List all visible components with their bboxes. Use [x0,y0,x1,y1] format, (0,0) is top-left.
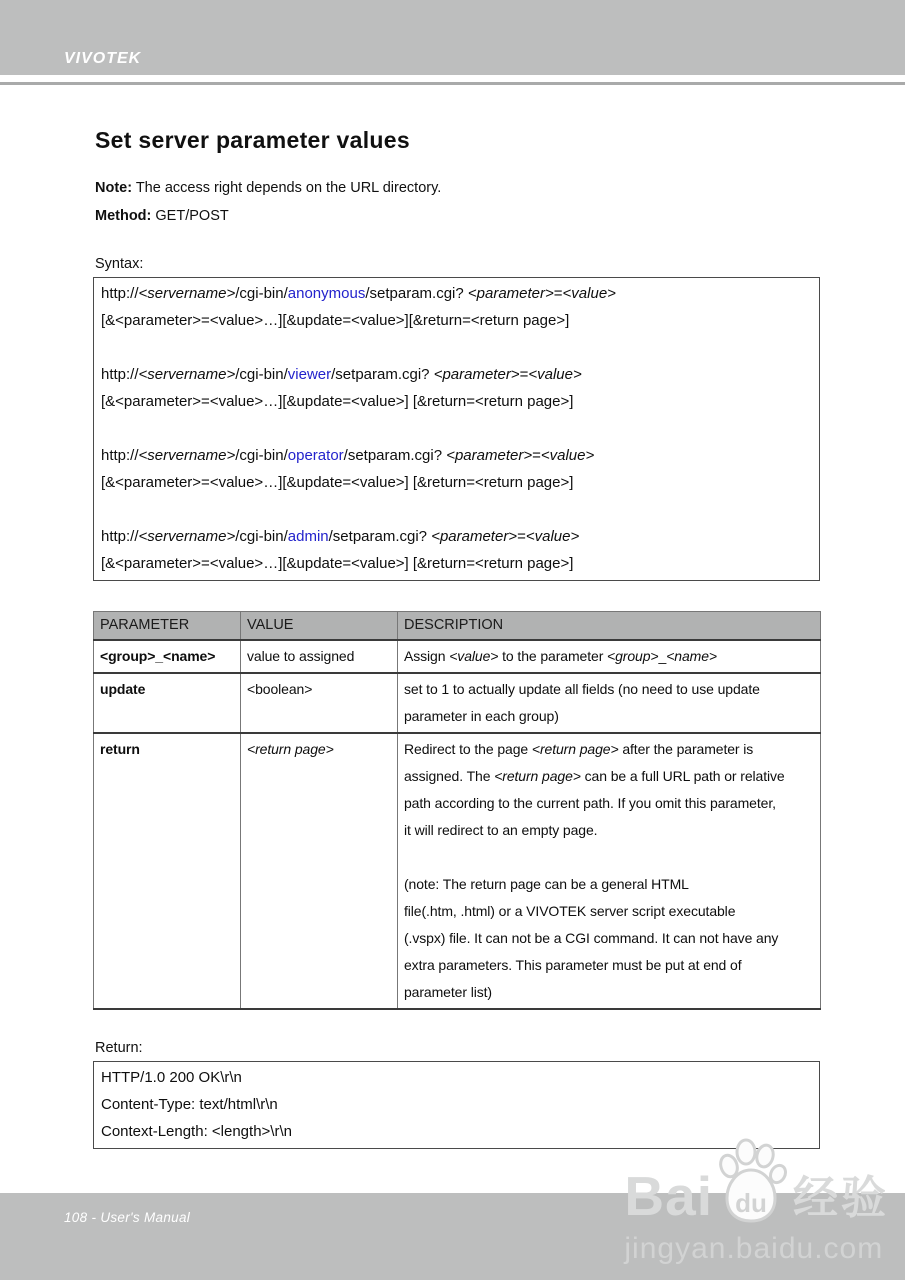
col-header-value: VALUE [241,612,398,641]
return-line: HTTP/1.0 200 OK\r\n [101,1069,242,1086]
header-rule [0,82,905,85]
baidu-watermark [624,1136,889,1266]
return-line: Content-Type: text/html\r\n [101,1096,278,1113]
param-cell: update [94,673,241,733]
value-placeholder: <value> [528,366,582,383]
url-text: = [532,447,541,464]
blank-line [94,415,819,442]
servername-placeholder: <servername> [138,285,236,302]
url-text: /cgi-bin/ [235,447,288,464]
syntax-args-line: [&<parameter>=<value>…][&update=<value>] [&return=<return page>] [101,393,574,410]
url-text: http:// [101,447,139,464]
parameter-table [93,611,821,1010]
anonymous-link[interactable]: anonymous [287,285,366,302]
servername-placeholder: <servername> [138,447,236,464]
note-label: Note: [95,180,133,196]
description-cell: set to 1 to actually update all fields (no need to use update parameter in each group) [398,673,821,733]
value-placeholder: <value> [562,285,616,302]
header-gap [0,75,905,82]
url-text: /cgi-bin/ [235,528,288,545]
url-text: http:// [101,528,139,545]
url-text: = [517,528,526,545]
page-content [0,127,905,1149]
syntax-label: Syntax: [95,256,144,272]
url-text: = [553,285,563,302]
url-text: http:// [101,366,139,383]
viewer-link[interactable]: viewer [287,366,332,383]
table-row [94,673,821,733]
parameter-placeholder: <parameter> [467,285,554,302]
value-cell: <return page> [241,733,398,1009]
page-title: Set server parameter values [95,127,410,153]
value-placeholder: <value> [525,528,580,545]
url-text: /setparam.cgi? [365,285,468,302]
description-cell: Assign <value> to the parameter <group>_<name> [398,640,821,673]
syntax-args-line: [&<parameter>=<value>…][&update=<value>] [&return=<return page>] [101,474,574,491]
syntax-box [93,277,820,581]
value-cell: <boolean> [241,673,398,733]
page-number-label: 108 - User's Manual [64,1210,191,1225]
return-line: Context-Length: <length>\r\n [101,1123,292,1140]
method-text: GET/POST [151,208,229,224]
header-bar [0,0,905,75]
url-text: /cgi-bin/ [235,285,288,302]
servername-placeholder: <servername> [138,366,236,383]
table-row [94,640,821,673]
parameter-placeholder: <parameter> [431,528,518,545]
vivotek-logo: VIVOTEK [64,50,142,67]
blank-line [94,496,819,523]
param-cell: return [94,733,241,1009]
syntax-url-line [94,523,819,550]
syntax-url-line [94,280,819,307]
baidu-logo-du-text: du [735,1188,767,1218]
method-line [95,206,905,226]
baidu-logo-jingyan-text: 经验 [792,1172,889,1224]
parameter-placeholder: <parameter> [433,366,520,383]
syntax-args-line: [&<parameter>=<value>…][&update=<value>][&return=<return page>] [101,312,570,329]
baidu-logo-bai-text: Bai [624,1165,713,1228]
note-line [95,178,905,198]
url-text: = [519,366,529,383]
url-text: /setparam.cgi? [328,528,432,545]
note-text: The access right depends on the URL directory. [132,180,442,196]
baidu-logo [624,1136,889,1228]
servername-placeholder: <servername> [138,528,236,545]
url-text: /setparam.cgi? [331,366,434,383]
url-text: /cgi-bin/ [235,366,288,383]
watermark-site-url: jingyan.baidu.com [624,1232,884,1265]
url-text: http:// [101,285,139,302]
blank-line [94,334,819,361]
col-header-description: DESCRIPTION [398,612,821,641]
admin-link[interactable]: admin [287,528,329,545]
return-label: Return: [95,1040,143,1056]
col-header-parameter: PARAMETER [94,612,241,641]
value-placeholder: <value> [540,447,595,464]
baidu-paw-icon [715,1136,787,1224]
table-row [94,733,821,1009]
syntax-args-line: [&<parameter>=<value>…][&update=<value>] [&return=<return page>] [101,555,574,572]
value-cell: value to assigned [241,640,398,673]
syntax-url-line [94,442,819,469]
parameter-placeholder: <parameter> [446,447,533,464]
blank-line [404,844,814,871]
syntax-url-line [94,361,819,388]
param-cell: <group>_<name> [94,640,241,673]
url-text: /setparam.cgi? [343,447,447,464]
operator-link[interactable]: operator [287,447,344,464]
table-header-row [94,612,821,641]
description-cell: Redirect to the page <return page> after the parameter is assigned. The <return page> can be a full URL path or relative path according to the current path. If you omit this parameter, it will redirect to an empty page. (note: The return page can be a general HTML file(.htm, .html) or a VIVOTEK server script executable (.vspx) file. It can not be a CGI command. It can not have any extra parameters. This parameter must be put at end of parameter list) [398,733,821,1009]
method-label: Method: [95,208,152,224]
